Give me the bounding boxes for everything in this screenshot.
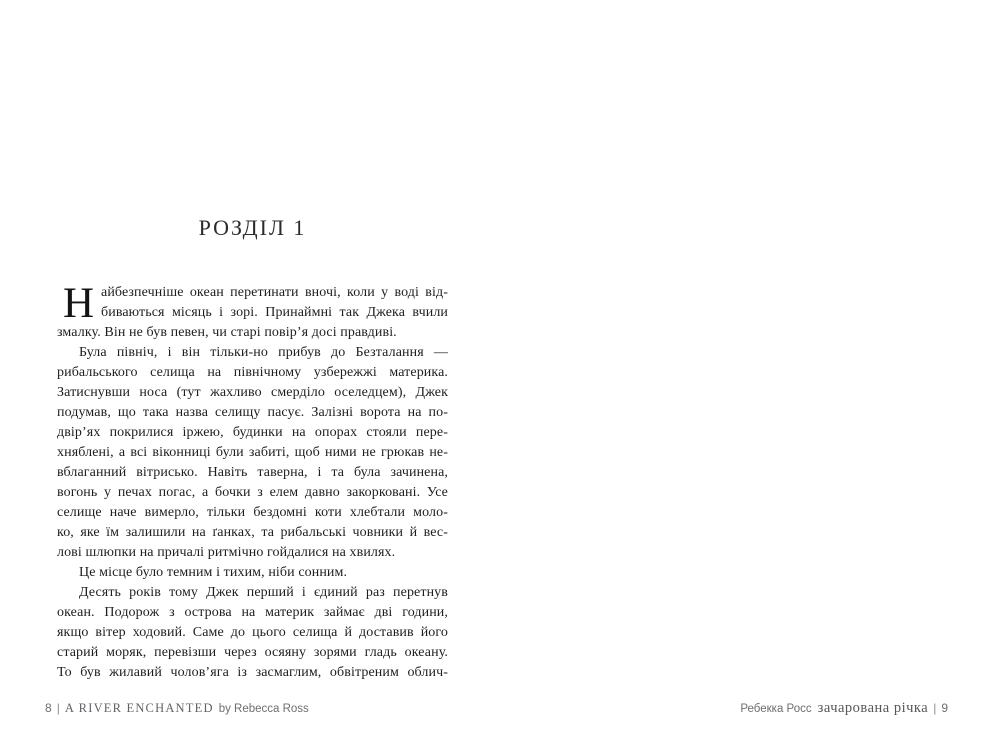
text-line: рибальського селища на північному узбережжі материка. [57, 365, 448, 380]
text-line: вблаганний вітрисько. Навіть таверна, і та була зачинена, [57, 465, 448, 480]
left-page-footer [45, 700, 309, 716]
text-line: двір’ях покрилися іржею, будинки на опорах стояли пере- [57, 425, 448, 440]
book-title-english: A RIVER ENCHANTED [64, 701, 214, 715]
text-line: айбезпечніше океан перетинати вночі, коли у воді від- [101, 285, 448, 300]
footer-separator: | [933, 701, 937, 715]
text-line: якщо вітер ходовий. Саме до цього селища й доставив його [57, 625, 448, 640]
left-page-text [57, 280, 448, 683]
text-line: Затиснувши носа (тут жахливо смерділо оселедцем), Джек [57, 385, 448, 400]
right-page-number: 9 [941, 701, 948, 715]
text-line: Десять років тому Джек перший і єдиний раз перетнув [79, 585, 448, 600]
text-line: хняблені, а всі віконниці були забиті, щоб ними не грюкав не- [57, 445, 448, 460]
author-name-ukrainian: Ребекка Росс [740, 703, 812, 715]
right-page [500, 0, 1000, 751]
text-line: вогонь у печах погас, а бочки з елем давно закорковані. Усе [57, 485, 448, 500]
chapter-heading: РОЗДІЛ 1 [198, 215, 307, 240]
drop-cap: Н [63, 280, 95, 327]
book-title-ukrainian: зачарована річка [817, 700, 929, 716]
left-page-number: 8 [45, 701, 52, 715]
book-byline: by Rebecca Ross [218, 703, 309, 715]
text-line: лові шлюпки на причалі ритмічно гойдалися на хвилях. [57, 545, 396, 560]
text-line: Була північ, і він тільки-но прибув до Безталання — [79, 345, 448, 360]
text-line: океан. Подорож з острова на материк займає дві години, [57, 605, 448, 620]
text-line: змалку. Він не був певен, чи старі повір’я досі правдиві. [57, 325, 397, 340]
text-line: старий моряк, перевізши через осяяну зорями гладь океану. [57, 645, 448, 660]
right-page-footer [740, 700, 948, 716]
footer-separator: | [56, 701, 60, 715]
text-line: селище наче вимерло, тільки бездомні коти хлебтали моло- [57, 505, 448, 520]
text-line: биваються місяць і зорі. Принаймні так Джека вчили [101, 305, 448, 320]
text-line: подумав, що така назва селищу пасує. Залізні ворота на по- [57, 405, 448, 420]
text-line: Це місце було темним і тихим, ніби сонним. [79, 565, 348, 580]
text-line: ко, яке їм залишили на ґанках, та рибальські човники й вес- [57, 525, 448, 540]
text-line: То був жилавий чолов’яга із засмаглим, обвітреним облич- [57, 665, 448, 680]
